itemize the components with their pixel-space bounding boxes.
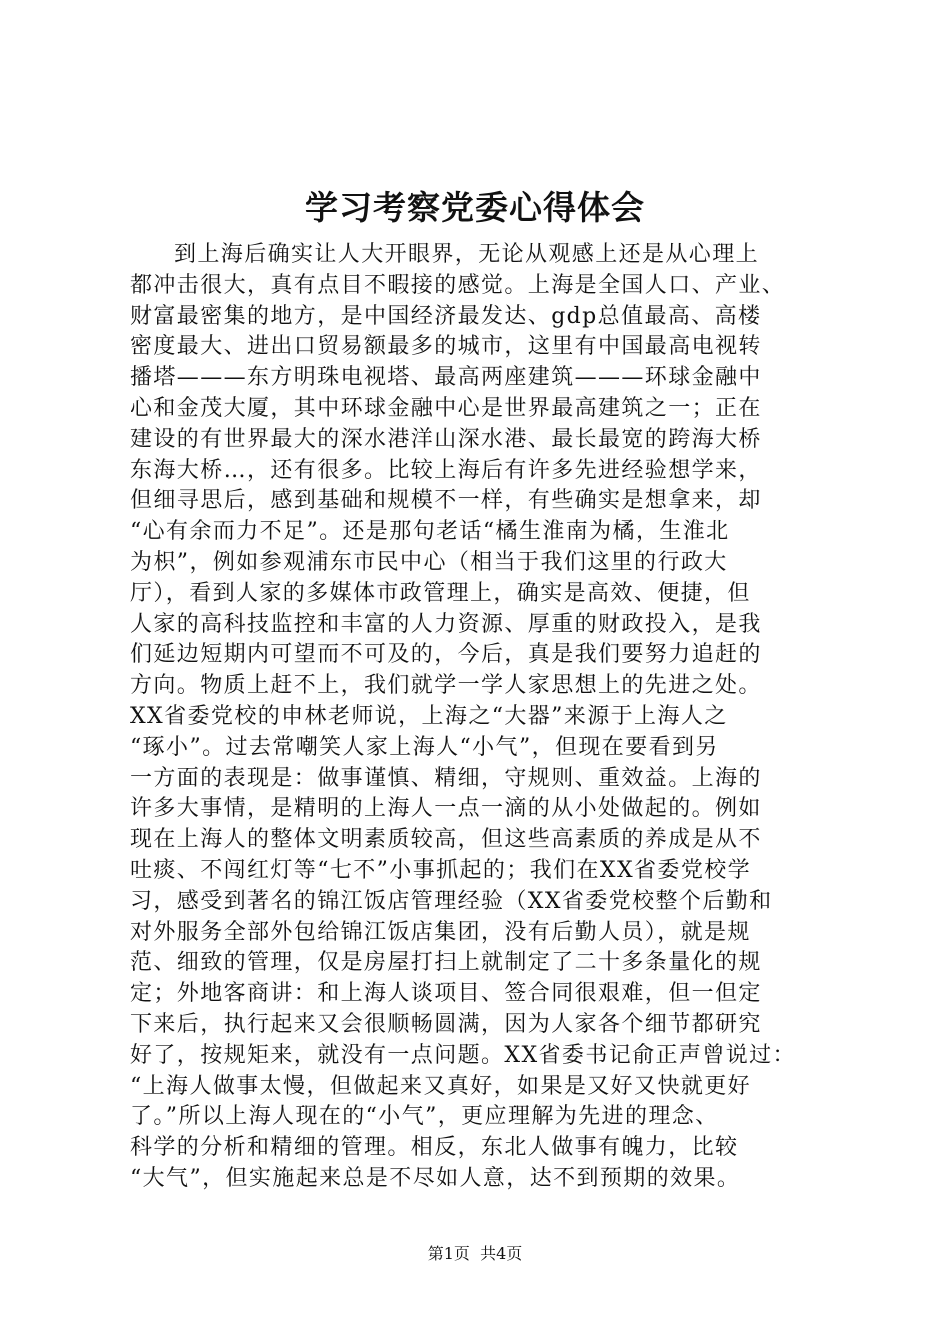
- body-line: 但细寻思后，感到基础和规模不一样，有些确实是想拿来，却: [130, 488, 762, 514]
- body-line: “大气”，但实施起来总是不尽如人意，达不到预期的效果。: [130, 1165, 741, 1191]
- document-title: 学习考察党委心得体会: [305, 188, 645, 227]
- body-line: 许多大事情，是精明的上海人一点一滴的从小处做起的。例如: [130, 796, 762, 822]
- body-line: 习，感受到著名的锦江饭店管理经验（XX省委党校整个后勤和: [130, 888, 773, 914]
- body-line: 们延边短期内可望而不可及的，今后，真是我们要努力追赶的: [130, 642, 762, 668]
- body-line: 一方面的表现是：做事谨慎、精细，守规则、重效益。上海的: [130, 765, 762, 791]
- body-line: “上海人做事太慢，但做起来又真好，如果是又好又快就更好: [130, 1073, 752, 1099]
- body-line: 心和金茂大厦，其中环球金融中心是世界最高建筑之一；正在: [130, 395, 762, 421]
- body-line: 范、细致的管理，仅是房屋打扫上就制定了二十多条量化的规: [130, 950, 762, 976]
- body-line: 科学的分析和精细的管理。相反，东北人做事有魄力，比较: [130, 1135, 739, 1161]
- body-line: 财富最密集的地方，是中国经济最发达、gdp总值最高、高楼: [130, 303, 762, 329]
- body-line: 对外服务全部外包给锦江饭店集团，没有后勤人员），就是规: [130, 919, 751, 945]
- body-line: 密度最大、进出口贸易额最多的城市，这里有中国最高电视转: [130, 334, 762, 360]
- body-line: XX省委党校的申林老师说，上海之“大器”来源于上海人之: [130, 703, 728, 729]
- body-line: 到上海后确实让人大开眼界，无论从观感上还是从心理上: [174, 242, 760, 267]
- body-line: 方向。物质上赶不上，我们就学一学人家思想上的先进之处。: [130, 673, 762, 699]
- body-line: 人家的高科技监控和丰富的人力资源、厚重的财政投入，是我: [130, 611, 762, 637]
- body-line: 厅），看到人家的多媒体市政管理上，确实是高效、便捷，但: [130, 580, 751, 606]
- body-line: 建设的有世界最大的深水港洋山深水港、最长最宽的跨海大桥: [130, 426, 762, 452]
- body-line: 为枳”，例如参观浦东市民中心（相当于我们这里的行政大: [130, 549, 728, 575]
- body-line: 吐痰、不闯红灯等“七不”小事抓起的；我们在XX省委党校学: [130, 857, 752, 883]
- page-footer: 第1页 共4页: [427, 1244, 523, 1263]
- document-body: [130, 240, 850, 1195]
- body-line: 好了，按规矩来，就没有一点问题。XX省委书记俞正声曾说过：: [130, 1042, 796, 1068]
- body-line: 播塔———东方明珠电视塔、最高两座建筑———环球金融中: [130, 365, 762, 391]
- body-line: 下来后，执行起来又会很顺畅圆满，因为人家各个细节都研究: [130, 1011, 762, 1037]
- body-line: 定；外地客商讲：和上海人谈项目、签合同很艰难，但一但定: [130, 981, 762, 1007]
- body-line: 东海大桥…，还有很多。比较上海后有许多先进经验想学来，: [130, 457, 762, 483]
- body-line: 都冲击很大，真有点目不暇接的感觉。上海是全国人口、产业、: [130, 272, 786, 298]
- body-line: “琢小”。过去常嘲笑人家上海人“小气”，但现在要看到另: [130, 734, 719, 760]
- body-line: 现在上海人的整体文明素质较高，但这些高素质的养成是从不: [130, 827, 762, 853]
- body-line: “心有余而力不足”。还是那句老话“橘生淮南为橘，生淮北: [130, 519, 730, 545]
- body-line: 了。”所以上海人现在的“小气”，更应理解为先进的理念、: [130, 1104, 719, 1130]
